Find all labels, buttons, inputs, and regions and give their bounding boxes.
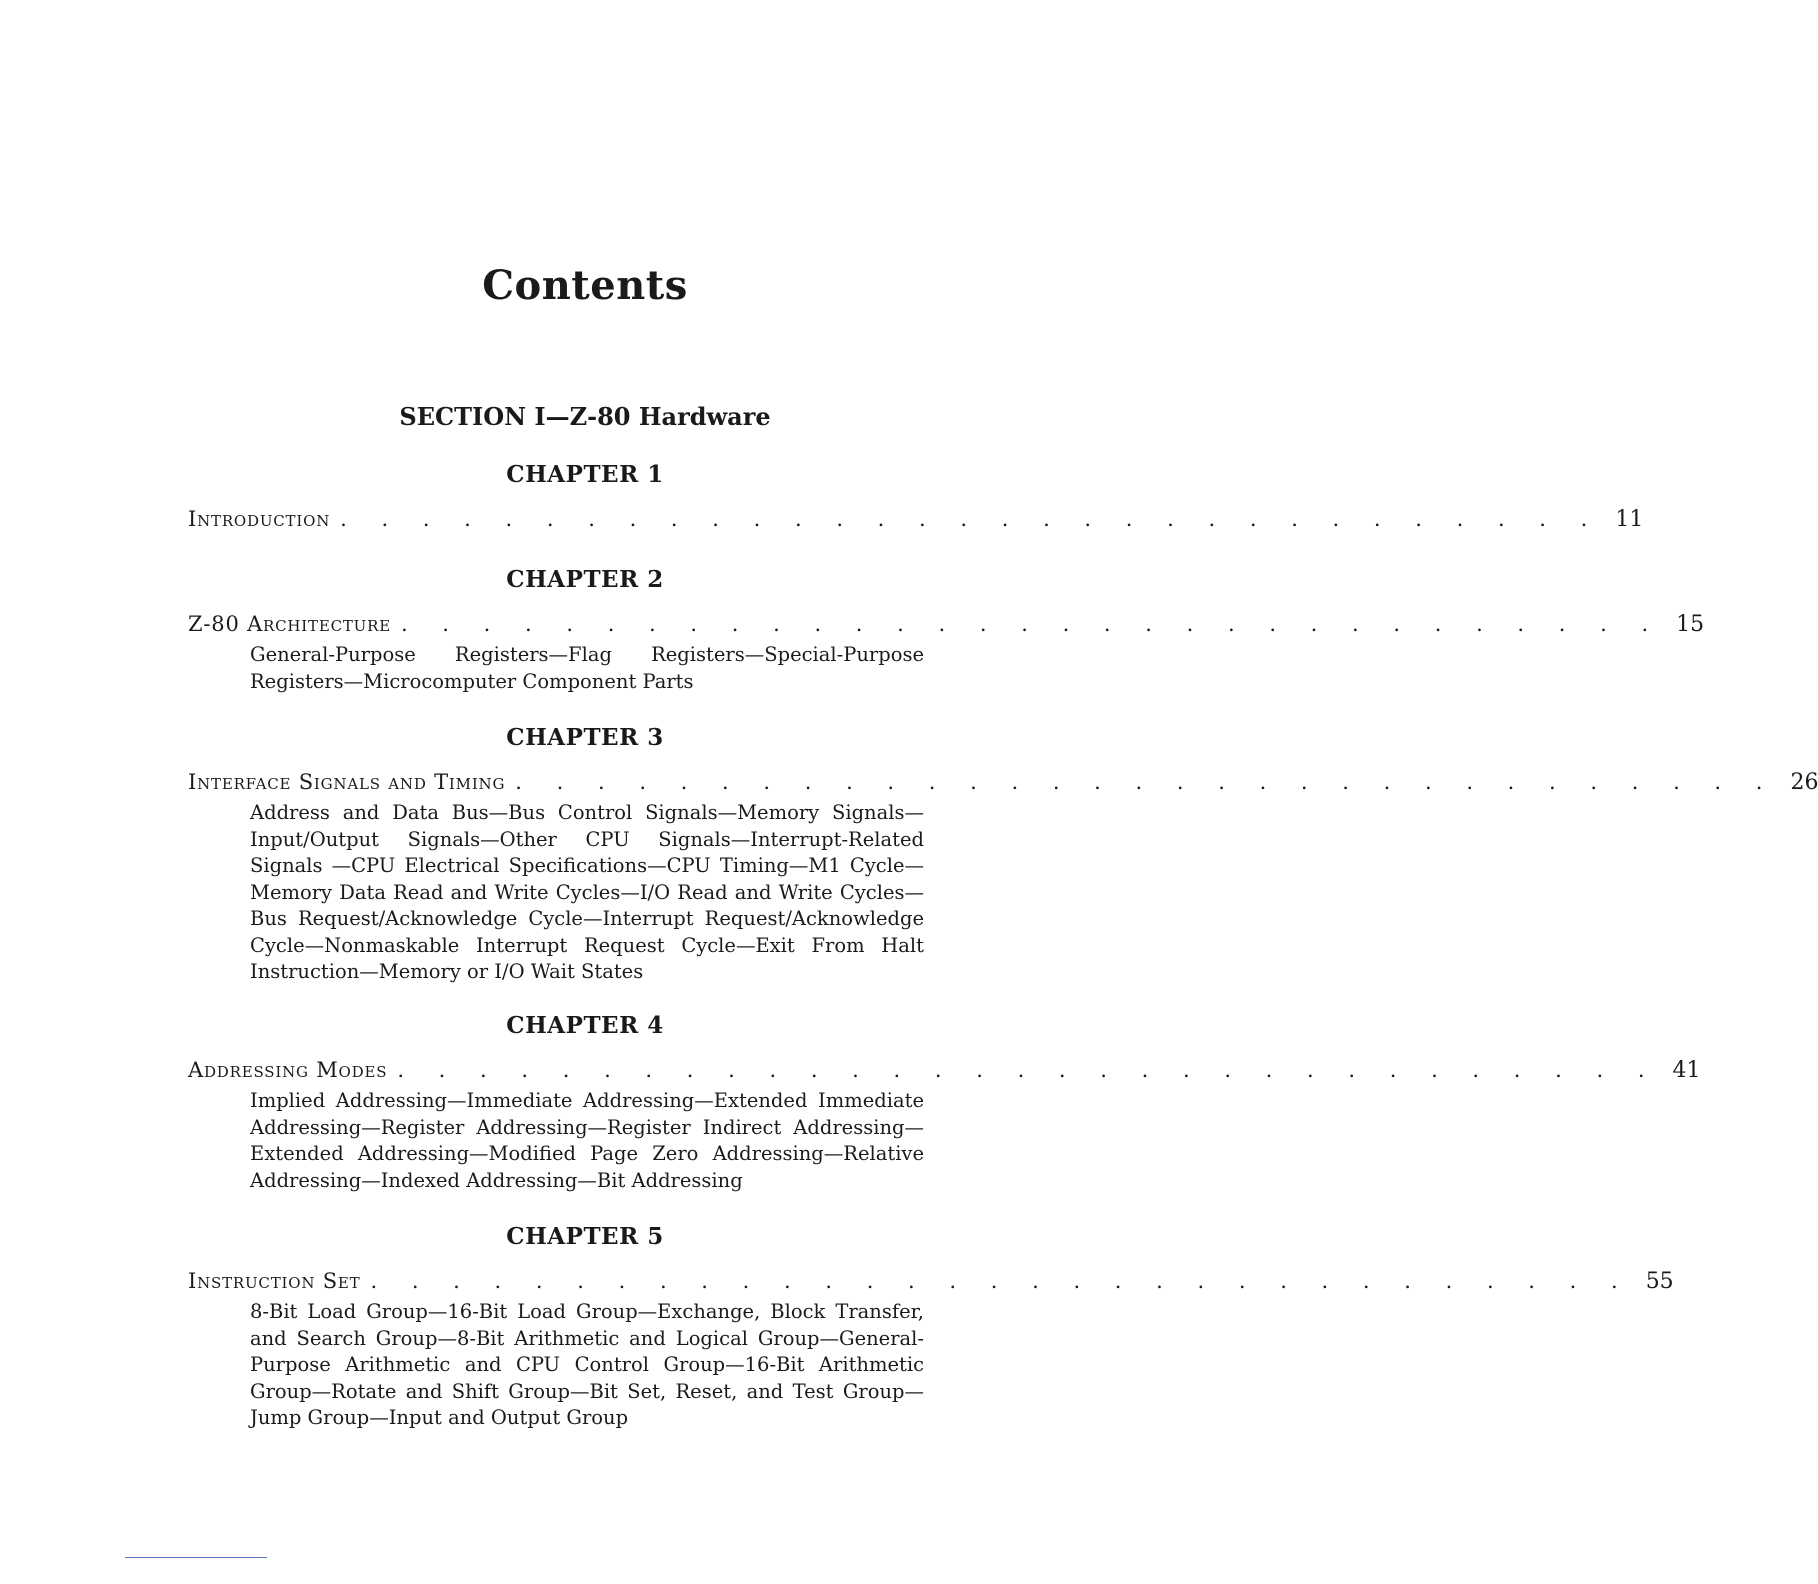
chapter-heading: CHAPTER 2 [506,566,664,593]
entry-description: General-Purpose Registers—Flag Registers—Special-Purpose Registers—Microcomputer Component Parts [250,643,924,693]
entry-title: Introduction [188,507,331,531]
chapter-heading: CHAPTER 4 [506,1012,664,1039]
entry-title: Interface Signals and Timing [188,770,506,794]
entry-description: 8-Bit Load Group—16-Bit Load Group—Exchange, Block Transfer, and Search Group—8-Bit Arithmetic and Logical Group—General-Purpose Arithmetic and CPU Control Group—16-Bit Arithmetic Group—Rotate and Shift Group—Bit Set, Reset, and Test Group—Jump Group—Input and Output Group [250,1300,924,1429]
page-number: 41 [1672,1058,1701,1083]
page-number: 15 [1676,612,1705,637]
page-number: 11 [1615,507,1644,532]
chapter-heading: CHAPTER 1 [506,461,664,488]
toc-entry[interactable] [188,770,1818,986]
chapter-heading: CHAPTER 5 [506,1223,664,1250]
footer-rule [125,1557,267,1558]
chapter-heading: CHAPTER 3 [506,724,664,751]
toc-entry[interactable] [188,612,1705,695]
entry-title: Instruction Set [188,1269,361,1293]
section-title: SECTION I—Z-80 Hardware [399,402,771,431]
dot-leader: . . . . . . . . . . . . . . . . . . . . . . . . . . . . . . . [370,1269,1632,1293]
entry-title: Addressing Modes [188,1058,388,1082]
entry-description: Address and Data Bus—Bus Control Signals—Memory Signals—Input/Output Signals—Other CPU Signals—Interrupt-Related Signals —CPU Electrical Specifications—CPU Timing—M1 Cycle—Memory Data Read and Write Cycles—I/O Read and Write Cycles—Bus Request/Acknowledge Cycle—Interrupt Request/Acknowledge Cycle—Nonmaskable Interrupt Request Cycle—Exit From Halt Instruction—Memory or I/O Wait States [250,801,924,983]
entry-description: Implied Addressing—Immediate Addressing—Extended Immediate Addressing—Register Addressing—Register Indirect Addressing—Extended Addressing—Modified Page Zero Addressing—Relative Addressing—Indexed Addressing—Bit Addressing [250,1089,924,1192]
toc-entry[interactable] [188,1058,1701,1194]
entry-title: Z-80 Architecture [188,612,391,636]
dot-leader: . . . . . . . . . . . . . . . . . . . . . . . . . . . . . . . [515,770,1777,794]
toc-entry[interactable] [188,507,1644,537]
dot-leader: . . . . . . . . . . . . . . . . . . . . . . . . . . . . . . . [340,507,1602,531]
dot-leader: . . . . . . . . . . . . . . . . . . . . . . . . . . . . . . . [397,1058,1659,1082]
toc-entry[interactable] [188,1269,1674,1432]
page-number: 26 [1790,770,1818,795]
dot-leader: . . . . . . . . . . . . . . . . . . . . . . . . . . . . . . . [400,612,1663,636]
page-number: 55 [1645,1269,1674,1294]
page-title: Contents [482,262,688,309]
